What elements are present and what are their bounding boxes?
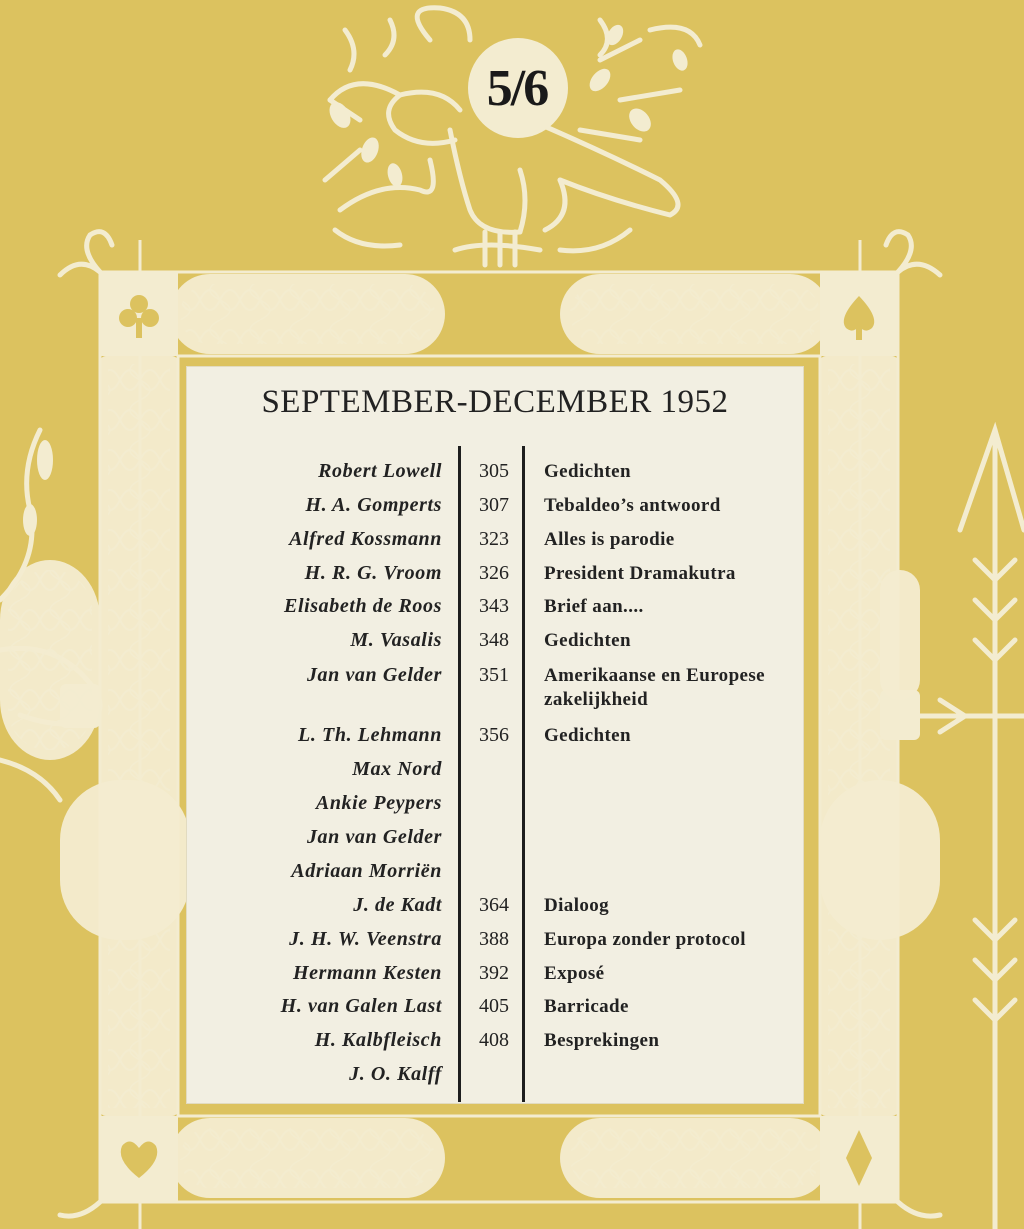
toc-article: Europa zonder protocol xyxy=(544,929,746,950)
toc-author: Hermann Kesten xyxy=(293,962,442,984)
toc-article: Besprekingen xyxy=(544,1030,660,1051)
toc-page: 348 xyxy=(479,629,509,651)
diamond-icon xyxy=(820,1116,898,1202)
toc-article: Brief aan.... xyxy=(544,596,644,617)
toc-page: 392 xyxy=(479,962,509,984)
toc-page: 408 xyxy=(479,1029,509,1051)
toc-row xyxy=(186,562,804,596)
toc-page: 305 xyxy=(479,460,509,482)
toc-page: 323 xyxy=(479,528,509,550)
toc-page: 307 xyxy=(479,494,509,516)
toc-author: Jan van Gelder xyxy=(306,664,442,686)
toc-page: 364 xyxy=(479,894,509,916)
toc-row xyxy=(186,860,804,894)
toc-author: Robert Lowell xyxy=(318,460,442,482)
toc-row xyxy=(186,995,804,1029)
toc-row xyxy=(186,528,804,562)
toc-article: Alles is parodie xyxy=(544,529,675,550)
toc-row xyxy=(186,664,804,710)
toc-article: Gedichten xyxy=(544,630,631,651)
toc-row xyxy=(186,460,804,494)
toc-author: Adriaan Morriën xyxy=(291,860,442,882)
toc-author: Alfred Kossmann xyxy=(289,528,442,550)
toc-row xyxy=(186,595,804,629)
toc-author: H. Kalbfleisch xyxy=(314,1029,442,1051)
toc-row xyxy=(186,724,804,758)
toc-author: J. H. W. Veenstra xyxy=(289,928,442,950)
toc-author: Jan van Gelder xyxy=(306,826,442,848)
toc-row xyxy=(186,792,804,826)
toc-author: H. R. G. Vroom xyxy=(304,562,442,584)
toc-row xyxy=(186,494,804,528)
toc-author: Ankie Peypers xyxy=(315,792,442,814)
toc-page: 343 xyxy=(479,595,509,617)
toc-page: 326 xyxy=(479,562,509,584)
toc-article: Barricade xyxy=(544,996,629,1017)
toc-article: President Dramakutra xyxy=(544,563,736,584)
toc-row xyxy=(186,894,804,928)
issue-number: 5/6 xyxy=(486,59,548,117)
toc-article: Amerikaanse en Europese zakelijkheid xyxy=(544,665,766,710)
toc-row xyxy=(186,962,804,996)
toc-article: Gedichten xyxy=(544,461,631,482)
toc-article: Gedichten xyxy=(544,725,631,746)
toc-row xyxy=(186,1063,804,1097)
toc-author: Elisabeth de Roos xyxy=(284,595,442,617)
toc-page: 356 xyxy=(479,724,509,746)
club-icon xyxy=(100,272,178,356)
toc-page: 388 xyxy=(479,928,509,950)
toc-row xyxy=(186,928,804,962)
toc-row xyxy=(186,1029,804,1063)
toc-author: H. van Galen Last xyxy=(280,995,442,1017)
toc-row xyxy=(186,826,804,860)
toc-article: Tebaldeo’s antwoord xyxy=(544,495,721,516)
toc-author: J. de Kadt xyxy=(353,894,442,916)
toc-author: Max Nord xyxy=(352,758,442,780)
toc-author: M. Vasalis xyxy=(350,629,442,651)
heart-icon xyxy=(100,1116,178,1202)
toc-article: Exposé xyxy=(544,963,605,984)
toc-author: H. A. Gomperts xyxy=(305,494,442,516)
toc-author: J. O. Kalff xyxy=(349,1063,442,1085)
toc-page: 351 xyxy=(479,664,509,686)
page-title: SEPTEMBER-DECEMBER 1952 xyxy=(261,384,729,420)
toc-row xyxy=(186,758,804,792)
toc-row xyxy=(186,629,804,663)
spade-icon xyxy=(820,272,898,356)
toc-author: L. Th. Lehmann xyxy=(298,724,442,746)
toc-page: 405 xyxy=(479,995,509,1017)
toc-article: Dialoog xyxy=(544,895,610,916)
